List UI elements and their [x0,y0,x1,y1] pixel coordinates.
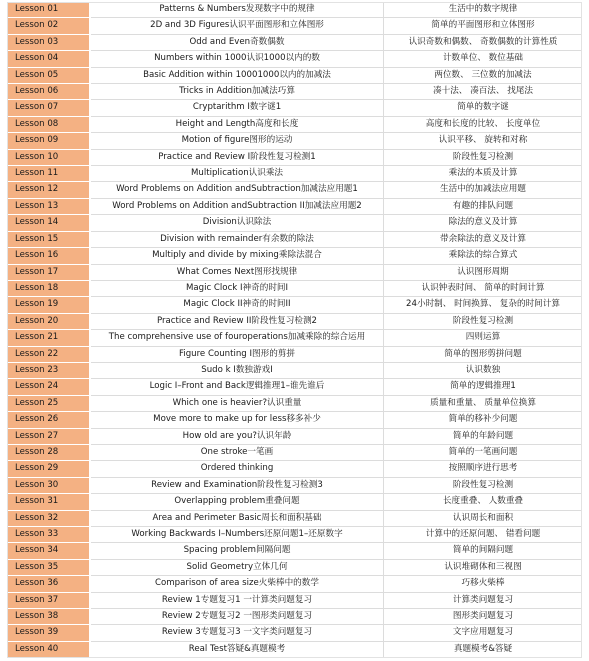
table-row [7,264,582,280]
lesson-topic-cell: Move more to make up for less移多补少 [90,412,384,428]
lesson-topic-cell: Sudo k I数独游戏I [90,362,384,378]
table-row [7,166,582,182]
lesson-topic-cell: Multiply and divide by mixing乘除法混合 [90,248,384,264]
lesson-number-cell: Lesson 21 [7,330,90,346]
lesson-number-cell: Lesson 14 [7,215,90,231]
table-row [7,625,582,641]
lesson-topic-cell: What Comes Next图形找规律 [90,264,384,280]
lesson-topic-cell: Magic Clock I神奇的时间I [90,280,384,296]
lesson-focus-cell: 质量和重量、 质量单位换算 [384,395,583,411]
lesson-topic-cell: Practice and Review II阶段性复习检测2 [90,313,384,329]
table-row [7,330,582,346]
lesson-topic-cell: Comparison of area size火柴棒中的数学 [90,576,384,592]
table-row [7,461,582,477]
lesson-focus-cell: 认识图形周期 [384,264,583,280]
table-row [7,576,582,592]
lesson-number-cell: Lesson 27 [7,428,90,444]
lesson-topic-cell: Numbers within 1000认识1000以内的数 [90,51,384,67]
lesson-focus-cell: 认识数独 [384,362,583,378]
lesson-topic-cell: Area and Perimeter Basic周长和面积基础 [90,510,384,526]
table-row [7,412,582,428]
lesson-focus-cell: 乘除法的综合算式 [384,248,583,264]
lesson-number-cell: Lesson 04 [7,51,90,67]
lesson-topic-cell: Review 1专题复习1 一计算类问题复习 [90,592,384,608]
lesson-topic-cell: Figure Counting I图形的剪拼 [90,346,384,362]
lesson-number-cell: Lesson 35 [7,559,90,575]
table-row [7,51,582,67]
lesson-focus-cell: 乘法的本质及计算 [384,166,583,182]
lesson-number-cell: Lesson 34 [7,543,90,559]
table-row [7,444,582,460]
lesson-number-cell: Lesson 05 [7,67,90,83]
lesson-number-cell: Lesson 30 [7,477,90,493]
lesson-focus-cell: 巧移火柴棒 [384,576,583,592]
lesson-focus-cell: 两位数、 三位数的加减法 [384,67,583,83]
lesson-topic-cell: How old are you?认识年龄 [90,428,384,444]
lesson-topic-cell: Practice and Review I阶段性复习检测1 [90,149,384,165]
curriculum-table-body [7,2,582,658]
lesson-focus-cell: 简单的数字谜 [384,100,583,116]
table-row [7,248,582,264]
lesson-number-cell: Lesson 36 [7,576,90,592]
table-row [7,379,582,395]
lesson-number-cell: Lesson 39 [7,625,90,641]
table-row [7,215,582,231]
table-row [7,198,582,214]
table-row [7,231,582,247]
lesson-number-cell: Lesson 07 [7,100,90,116]
lesson-focus-cell: 凑十法、 凑百法、 找尾法 [384,84,583,100]
table-row [7,477,582,493]
lesson-focus-cell: 有趣的排队问题 [384,198,583,214]
lesson-focus-cell: 计算中的还原问题、 错看问题 [384,527,583,543]
table-row [7,641,582,657]
lesson-topic-cell: Logic I–Front and Back逻辑推理1–谁先谁后 [90,379,384,395]
table-row [7,182,582,198]
lesson-number-cell: Lesson 25 [7,395,90,411]
lesson-focus-cell: 认识周长和面积 [384,510,583,526]
lesson-focus-cell: 简单的一笔画问题 [384,444,583,460]
lesson-focus-cell: 24小时制、 时间换算、 复杂的时间计算 [384,297,583,313]
lesson-topic-cell: Ordered thinking [90,461,384,477]
lesson-topic-cell: Cryptarithm I数字谜1 [90,100,384,116]
table-row [7,362,582,378]
lesson-focus-cell: 阶段性复习检测 [384,477,583,493]
lesson-focus-cell: 图形类问题复习 [384,609,583,625]
table-row [7,428,582,444]
lesson-number-cell: Lesson 08 [7,116,90,132]
lesson-topic-cell: Height and Length高度和长度 [90,116,384,132]
table-row [7,510,582,526]
table-row [7,84,582,100]
lesson-topic-cell: Review and Examination阶段性复习检测3 [90,477,384,493]
table-row [7,395,582,411]
lesson-focus-cell: 按照顺序进行思考 [384,461,583,477]
lesson-focus-cell: 简单的图形剪拼问题 [384,346,583,362]
table-row [7,609,582,625]
table-row [7,34,582,50]
lesson-focus-cell: 计数单位、 数位基础 [384,51,583,67]
lesson-focus-cell: 简单的移补少问题 [384,412,583,428]
lesson-number-cell: Lesson 18 [7,280,90,296]
lesson-focus-cell: 生活中的加减法应用题 [384,182,583,198]
lesson-focus-cell: 认识堆砌体和三视图 [384,559,583,575]
lesson-number-cell: Lesson 12 [7,182,90,198]
lesson-number-cell: Lesson 16 [7,248,90,264]
lesson-focus-cell: 真题模考&答疑 [384,641,583,657]
lesson-topic-cell: Spacing problem间隔问题 [90,543,384,559]
lesson-number-cell: Lesson 38 [7,609,90,625]
lesson-number-cell: Lesson 23 [7,362,90,378]
lesson-focus-cell: 简单的平面图形和立体图形 [384,18,583,34]
lesson-number-cell: Lesson 13 [7,198,90,214]
lesson-number-cell: Lesson 09 [7,133,90,149]
table-row [7,2,582,18]
lesson-topic-cell: Tricks in Addition加减法巧算 [90,84,384,100]
table-row [7,592,582,608]
lesson-number-cell: Lesson 02 [7,18,90,34]
lesson-topic-cell: Odd and Even奇数偶数 [90,34,384,50]
lesson-topic-cell: Overlapping problem重叠问题 [90,494,384,510]
lesson-topic-cell: Word Problems on Addition andSubtraction加减法应用题1 [90,182,384,198]
table-row [7,133,582,149]
lesson-number-cell: Lesson 10 [7,149,90,165]
lesson-focus-cell: 简单的间隔问题 [384,543,583,559]
lesson-topic-cell: Word Problems on Addition andSubtraction II加减法应用题2 [90,198,384,214]
table-row [7,280,582,296]
table-row [7,543,582,559]
table-row [7,559,582,575]
lesson-number-cell: Lesson 28 [7,444,90,460]
lesson-number-cell: Lesson 15 [7,231,90,247]
lesson-topic-cell: The comprehensive use of fouroperations加减乘除的综合运用 [90,330,384,346]
lesson-topic-cell: Motion of figure图形的运动 [90,133,384,149]
lesson-focus-cell: 长度重叠、 人数重叠 [384,494,583,510]
lesson-topic-cell: Basic Addition within 10001000以内的加减法 [90,67,384,83]
table-row [7,527,582,543]
lesson-number-cell: Lesson 01 [7,2,90,18]
lesson-topic-cell: 2D and 3D Figures认识平面图形和立体图形 [90,18,384,34]
lesson-number-cell: Lesson 29 [7,461,90,477]
lesson-focus-cell: 除法的意义及计算 [384,215,583,231]
lesson-number-cell: Lesson 33 [7,527,90,543]
lesson-number-cell: Lesson 26 [7,412,90,428]
lesson-topic-cell: Multiplication认识乘法 [90,166,384,182]
lesson-focus-cell: 认识平移、 旋转和对称 [384,133,583,149]
lesson-topic-cell: Magic Clock II神奇的时间II [90,297,384,313]
lesson-number-cell: Lesson 24 [7,379,90,395]
lesson-number-cell: Lesson 03 [7,34,90,50]
lesson-number-cell: Lesson 32 [7,510,90,526]
lesson-number-cell: Lesson 17 [7,264,90,280]
lesson-topic-cell: Patterns & Numbers发现数字中的规律 [90,2,384,18]
table-row [7,313,582,329]
lesson-number-cell: Lesson 31 [7,494,90,510]
lesson-focus-cell: 认识钟表时间、 简单的时间计算 [384,280,583,296]
lesson-focus-cell: 阶段性复习检测 [384,149,583,165]
lesson-number-cell: Lesson 11 [7,166,90,182]
lesson-number-cell: Lesson 20 [7,313,90,329]
curriculum-table [7,2,582,658]
lesson-topic-cell: Division认识除法 [90,215,384,231]
lesson-topic-cell: Division with remainder有余数的除法 [90,231,384,247]
lesson-topic-cell: Which one is heavier?认识重量 [90,395,384,411]
table-row [7,149,582,165]
lesson-focus-cell: 文字应用题复习 [384,625,583,641]
lesson-focus-cell: 简单的年龄问题 [384,428,583,444]
lesson-number-cell: Lesson 22 [7,346,90,362]
lesson-focus-cell: 带余除法的意义及计算 [384,231,583,247]
lesson-topic-cell: Solid Geometry立体几何 [90,559,384,575]
table-row [7,494,582,510]
lesson-topic-cell: Working Backwards I–Numbers还原问题1–还原数字 [90,527,384,543]
table-row [7,297,582,313]
lesson-number-cell: Lesson 37 [7,592,90,608]
lesson-focus-cell: 高度和长度的比较、 长度单位 [384,116,583,132]
lesson-focus-cell: 简单的逻辑推理1 [384,379,583,395]
lesson-topic-cell: Review 2专题复习2 一图形类问题复习 [90,609,384,625]
table-row [7,67,582,83]
lesson-focus-cell: 认识奇数和偶数、 奇数偶数的计算性质 [384,34,583,50]
lesson-topic-cell: Review 3专题复习3 一文字类问题复习 [90,625,384,641]
table-row [7,116,582,132]
table-row [7,18,582,34]
lesson-focus-cell: 阶段性复习检测 [384,313,583,329]
lesson-focus-cell: 生活中的数字规律 [384,2,583,18]
lesson-focus-cell: 计算类问题复习 [384,592,583,608]
lesson-focus-cell: 四则运算 [384,330,583,346]
lesson-topic-cell: One stroke一笔画 [90,444,384,460]
table-row [7,346,582,362]
lesson-topic-cell: Real Test答疑&真题模考 [90,641,384,657]
lesson-number-cell: Lesson 40 [7,641,90,657]
lesson-number-cell: Lesson 06 [7,84,90,100]
lesson-number-cell: Lesson 19 [7,297,90,313]
table-row [7,100,582,116]
